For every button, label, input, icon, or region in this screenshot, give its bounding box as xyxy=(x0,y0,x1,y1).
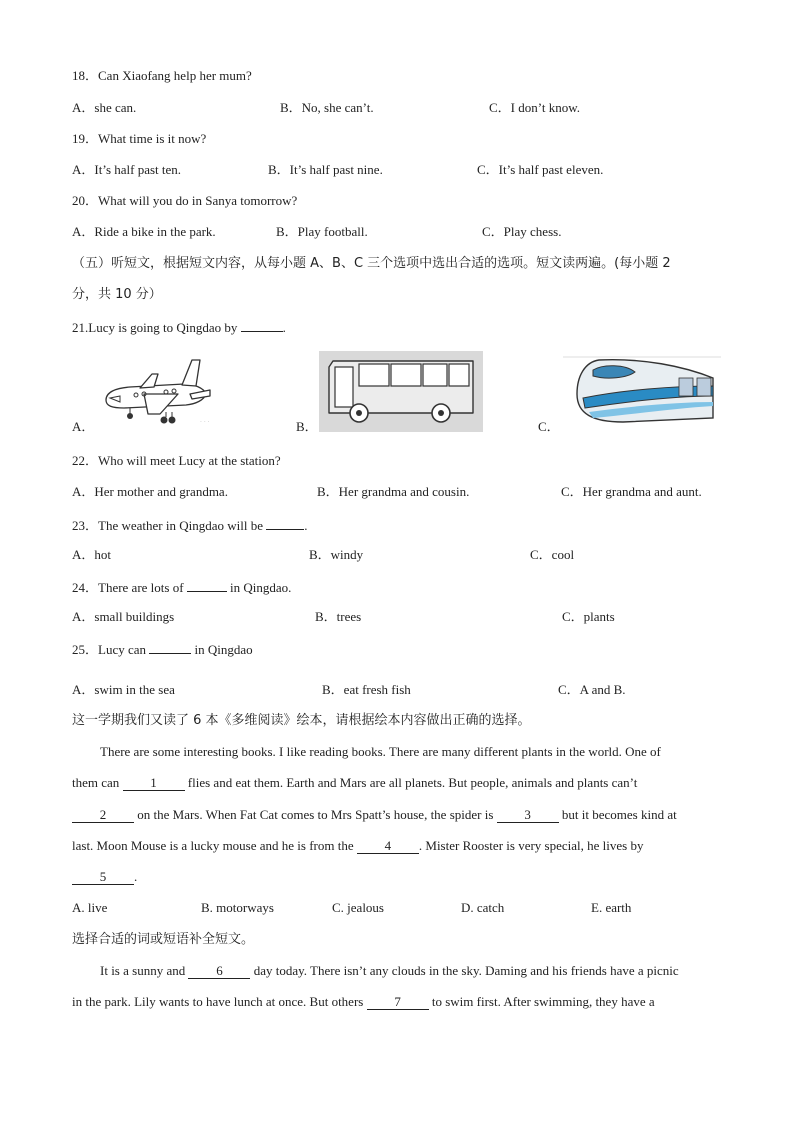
bus-icon[interactable] xyxy=(319,351,483,432)
q18-option-c[interactable]: C．I don’t know. xyxy=(489,100,581,115)
q18-option-a[interactable]: A．she can. xyxy=(72,100,137,115)
reading2-line2-start: in the park. Lily wants to have lunch at once. But others xyxy=(72,994,364,1009)
blank-7[interactable]: 7 xyxy=(367,995,429,1010)
word-bank-option-b[interactable]: B. motorways xyxy=(201,900,274,915)
q21-option-a[interactable]: A． xyxy=(72,419,95,434)
high-speed-train-icon[interactable] xyxy=(563,356,721,428)
q23-stem: 23．The weather in Qingdao will be xyxy=(72,518,263,533)
q22-stem: 22．Who will meet Lucy at the station? xyxy=(72,453,281,468)
q23-answer-blank[interactable] xyxy=(266,516,304,530)
q23-option-c[interactable]: C．cool xyxy=(530,547,575,562)
q25-option-b[interactable]: B．eat fresh fish xyxy=(322,682,411,697)
reading1-line3 xyxy=(72,807,677,823)
q25-option-a[interactable]: A．swim in the sea xyxy=(72,682,175,697)
q22-option-a[interactable]: A．Her mother and grandma. xyxy=(72,484,228,499)
q22-option-c[interactable]: C．Her grandma and aunt. xyxy=(561,484,702,499)
q20-stem: 20．What will you do in Sanya tomorrow? xyxy=(72,193,298,208)
q21-option-b[interactable]: B． xyxy=(296,419,318,434)
blank-6[interactable]: 6 xyxy=(188,964,250,979)
q23-stem-end: . xyxy=(304,518,308,533)
svg-text:· · ·: · · · xyxy=(200,419,210,426)
q24-stem-line xyxy=(72,578,291,596)
q24-option-c[interactable]: C．plants xyxy=(562,609,615,624)
q20-option-a[interactable]: A．Ride a bike in the park. xyxy=(72,224,216,239)
reading2-line2-end: to swim first. After swimming, they have a xyxy=(431,994,655,1009)
q25-stem-end: in Qingdao xyxy=(191,642,253,657)
q25-answer-blank[interactable] xyxy=(149,640,191,654)
reading2-line1-end: day today. There isn’t any clouds in the sky. Daming and his friends have a picnic xyxy=(253,963,679,978)
q21-answer-blank[interactable] xyxy=(241,318,283,332)
word-bank-option-d[interactable]: D. catch xyxy=(461,900,505,915)
word-bank-option-e[interactable]: E. earth xyxy=(591,900,632,915)
q24-stem-end: in Qingdao. xyxy=(226,580,292,595)
q25-stem-line xyxy=(72,640,253,658)
word-bank-option-a[interactable]: A. live xyxy=(72,900,108,915)
reading2-line1 xyxy=(100,963,679,979)
reading1-line4-start: last. Moon Mouse is a lucky mouse and he is from the xyxy=(72,838,354,853)
reading1-line4-end: . Mister Rooster is very special, he lives by xyxy=(418,838,644,853)
q25-stem: 25．Lucy can xyxy=(72,642,147,657)
reading2-title: 选择合适的词或短语补全短文。 xyxy=(72,932,255,947)
reading1-line5 xyxy=(72,869,137,885)
blank-4[interactable]: 4 xyxy=(357,839,419,854)
q25-option-c[interactable]: C．A and B. xyxy=(558,682,626,697)
q21-stem: 21.Lucy is going to Qingdao by xyxy=(72,320,238,335)
reading1-line5-end: . xyxy=(134,869,138,884)
blank-2[interactable]: 2 xyxy=(72,808,134,823)
reading1-line4 xyxy=(72,838,643,854)
reading2-line1-start: It is a sunny and xyxy=(100,963,186,978)
reading1-line1: There are some interesting books. I like reading books. There are many different plants in the world. One of xyxy=(100,744,661,759)
q21-stem-end: . xyxy=(282,320,286,335)
reading1-title: 这一学期我们又读了 6 本《多维阅读》绘本，请根据绘本内容做出正确的选择。 xyxy=(72,713,531,728)
q19-stem: 19．What time is it now? xyxy=(72,131,207,146)
q24-option-a[interactable]: A．small buildings xyxy=(72,609,175,624)
airplane-icon[interactable] xyxy=(100,354,212,430)
blank-1[interactable]: 1 xyxy=(123,776,185,791)
section5-instruction-line1: （五）听短文，根据短文内容，从每小题 A、B、C 三个选项中选出合适的选项。短文读两遍。(每小题 2 xyxy=(72,256,671,271)
reading2-line2 xyxy=(72,994,655,1010)
blank-5[interactable]: 5 xyxy=(72,870,134,885)
q19-option-a[interactable]: A．It’s half past ten. xyxy=(72,162,182,177)
reading1-line3-start: on the Mars. When Fat Cat comes to Mrs Spatt’s house, the spider is xyxy=(137,807,494,822)
q22-option-b[interactable]: B．Her grandma and cousin. xyxy=(317,484,470,499)
q21-option-c[interactable]: C． xyxy=(538,419,560,434)
q20-option-b[interactable]: B．Play football. xyxy=(276,224,368,239)
q24-stem: 24．There are lots of xyxy=(72,580,184,595)
q23-option-b[interactable]: B．windy xyxy=(309,547,364,562)
q19-option-c[interactable]: C．It’s half past eleven. xyxy=(477,162,604,177)
reading1-line2-end: flies and eat them. Earth and Mars are all planets. But people, animals and plants can’t xyxy=(187,775,638,790)
word-bank-option-c[interactable]: C. jealous xyxy=(332,900,384,915)
reading1-line3-end: but it becomes kind at xyxy=(561,807,677,822)
q20-option-c[interactable]: C．Play chess. xyxy=(482,224,562,239)
reading1-line2-start: them can xyxy=(72,775,120,790)
reading1-line2 xyxy=(72,775,637,791)
section5-instruction-line2: 分，共 10 分） xyxy=(72,287,162,302)
q18-stem: 18．Can Xiaofang help her mum? xyxy=(72,68,252,83)
q21-stem-line xyxy=(72,318,286,336)
q24-option-b[interactable]: B．trees xyxy=(315,609,362,624)
q24-answer-blank[interactable] xyxy=(187,578,227,592)
q18-option-b[interactable]: B．No, she can’t. xyxy=(280,100,374,115)
q23-stem-line xyxy=(72,516,307,534)
blank-3[interactable]: 3 xyxy=(497,808,559,823)
q19-option-b[interactable]: B．It’s half past nine. xyxy=(268,162,383,177)
q23-option-a[interactable]: A．hot xyxy=(72,547,112,562)
